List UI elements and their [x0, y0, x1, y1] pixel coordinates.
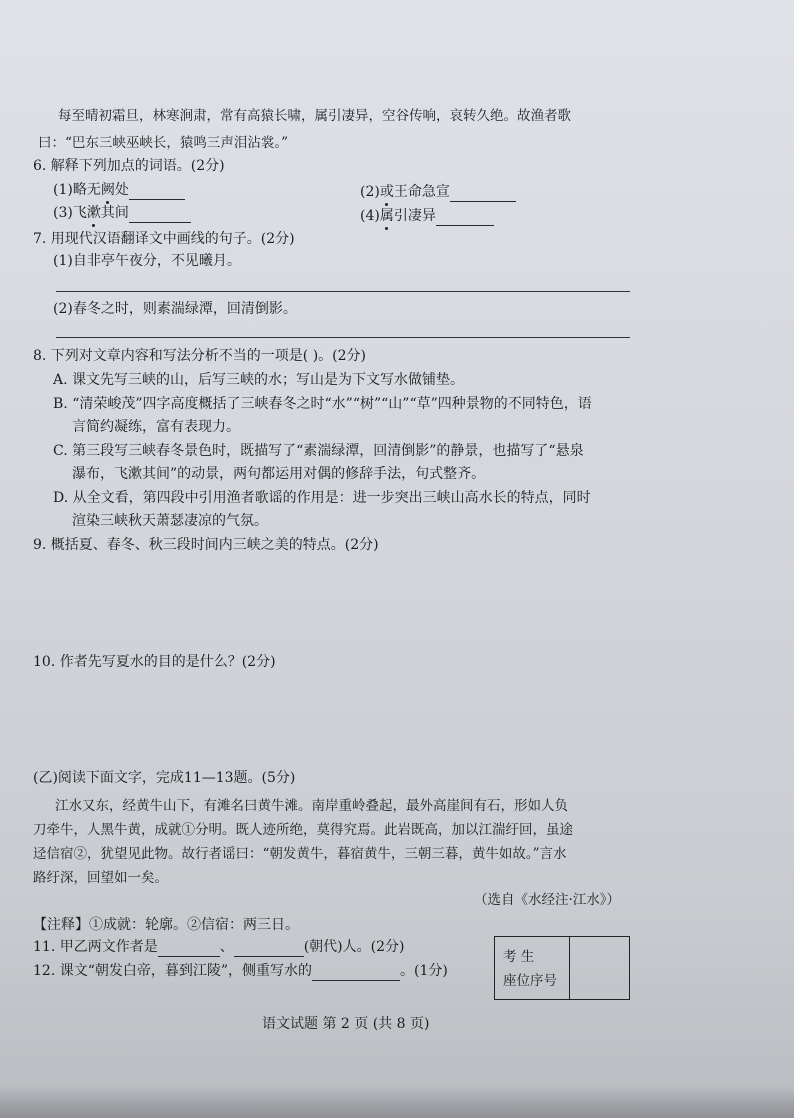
- q11-author-blank[interactable]: [158, 940, 220, 957]
- q8-option-c-line-2: 瀑布，飞漱其间”的动景，两句都运用对偶的修辞手法，句式整齐。: [72, 466, 486, 482]
- q6-item-1-blank[interactable]: [129, 183, 185, 200]
- q12-blank[interactable]: [312, 964, 400, 981]
- q7-answer-line-2[interactable]: [56, 337, 630, 338]
- q7-item-1: (1)自非亭午夜分，不见曦月。: [53, 253, 241, 269]
- part-b-passage-line-3: 迳信宿②，犹望见此物。故行者谣曰：“朝发黄牛，暮宿黄牛，三朝三暮，黄牛如故。”言水: [33, 846, 567, 862]
- q11-mid2: (朝代)人。(2分): [303, 939, 405, 955]
- part-b-source: （选自《水经注·江水》）: [474, 892, 621, 908]
- q12: [33, 961, 448, 981]
- part-b-note: 【注释】①成就：轮廓。②信宿：两三日。: [33, 917, 299, 933]
- q6-item-1: [53, 180, 185, 200]
- q6-item-2: [360, 182, 516, 202]
- seat-number-box: [494, 936, 630, 1000]
- q8-option-a: A. 课文先写三峡的山，后写三峡的水；写山是为下文写水做铺垫。: [53, 372, 465, 388]
- part-b-passage-line-4: 路纡深，回望如一矣。: [33, 870, 168, 886]
- q11: [33, 937, 404, 957]
- q6-item-3-dotted-word: 漱: [86, 205, 101, 221]
- q8-option-b-line-2: 言简约凝练，富有表现力。: [72, 419, 240, 435]
- q8-option-b-line-1: B. “清荣峻茂”四字高度概括了三峡春冬之时“水”“树”“山”“草”四种景物的不同特色，语: [53, 396, 592, 412]
- q6-item-1-dotted-word: 阙: [100, 182, 115, 198]
- q6-item-4-post: 引凄异: [393, 208, 436, 224]
- q6-item-3: [53, 203, 191, 223]
- scan-shadow: [0, 1085, 794, 1118]
- q6-item-4-blank[interactable]: [436, 209, 494, 226]
- q6-item-2-dotted-word: 或: [379, 184, 394, 200]
- part-b-title: (乙)阅读下面文字，完成11—13题。(5分): [33, 770, 296, 786]
- q12-pre: 12. 课文“朝发白帝，暮到江陵”，侧重写水的: [33, 963, 313, 979]
- q8-title: 8. 下列对文章内容和写法分析不当的一项是( )。(2分): [33, 348, 367, 364]
- part-b-passage-line-2: 刀牵牛，人黑牛黄，成就①分明。既人迹所绝，莫得究焉。此岩既高，加以江湍纡回，虽途: [33, 822, 573, 838]
- q10-title: 10. 作者先写夏水的目的是什么？(2分): [33, 654, 276, 670]
- q11-pre: 11. 甲乙两文作者是: [33, 939, 158, 955]
- q8-option-d-line-2: 渲染三峡秋天萧瑟凄凉的气氛。: [72, 513, 268, 529]
- q11-dynasty-blank[interactable]: [234, 940, 304, 957]
- q6-item-3-blank[interactable]: [129, 206, 191, 223]
- q7-title: 7. 用现代汉语翻译文中画线的句子。(2分): [33, 231, 295, 247]
- passage-line-1: 每至晴初霜旦，林寒涧肃，常有高猿长啸，属引凄异，空谷传响，哀转久绝。故渔者歌: [58, 108, 571, 124]
- passage-line-2: 曰：“巴东三峡巫峡长，猿鸣三声泪沾裳。”: [38, 135, 289, 151]
- q6-item-4: [360, 206, 494, 226]
- q11-mid1: 、: [219, 939, 234, 955]
- q7-answer-line-1[interactable]: [56, 291, 630, 292]
- q6-item-1-pre: (1)略无: [53, 182, 101, 198]
- q6-title: 6. 解释下列加点的词语。(2分): [33, 158, 225, 174]
- seat-label-line-1: 考 生: [503, 949, 535, 965]
- q7-item-2: (2)春冬之时，则素湍绿潭，回清倒影。: [53, 301, 297, 317]
- q6-item-3-post: 其间: [100, 205, 129, 221]
- seat-number-label: [495, 937, 570, 999]
- q6-item-4-pre: (4): [360, 208, 380, 224]
- q12-post: 。(1分): [400, 963, 448, 979]
- q6-item-1-post: 处: [114, 182, 129, 198]
- seat-number-field[interactable]: [571, 937, 629, 999]
- q8-option-c-line-1: C. 第三段写三峡春冬景色时，既描写了“素湍绿潭，回清倒影”的静景，也描写了“悬泉: [53, 443, 584, 459]
- q6-item-2-blank[interactable]: [450, 185, 516, 202]
- q6-item-3-pre: (3)飞: [53, 205, 87, 221]
- q9-title: 9. 概括夏、春冬、秋三段时间内三峡之美的特点。(2分): [33, 537, 379, 553]
- seat-label-line-2: 座位序号: [503, 973, 557, 989]
- q6-item-4-dotted-word: 属: [379, 208, 394, 224]
- q6-item-2-post: 王命急宣: [393, 184, 450, 200]
- part-b-passage-line-1: 江水又东，经黄牛山下，有滩名曰黄牛滩。南岸重岭叠起，最外高崖间有石，形如人负: [55, 798, 568, 814]
- q8-option-d-line-1: D. 从全文看，第四段中引用渔者歌谣的作用是：进一步突出三峡山高水长的特点，同时: [53, 490, 591, 506]
- q6-item-2-pre: (2): [360, 184, 380, 200]
- page-footer: 语文试题 第 2 页 (共 8 页): [262, 1016, 430, 1032]
